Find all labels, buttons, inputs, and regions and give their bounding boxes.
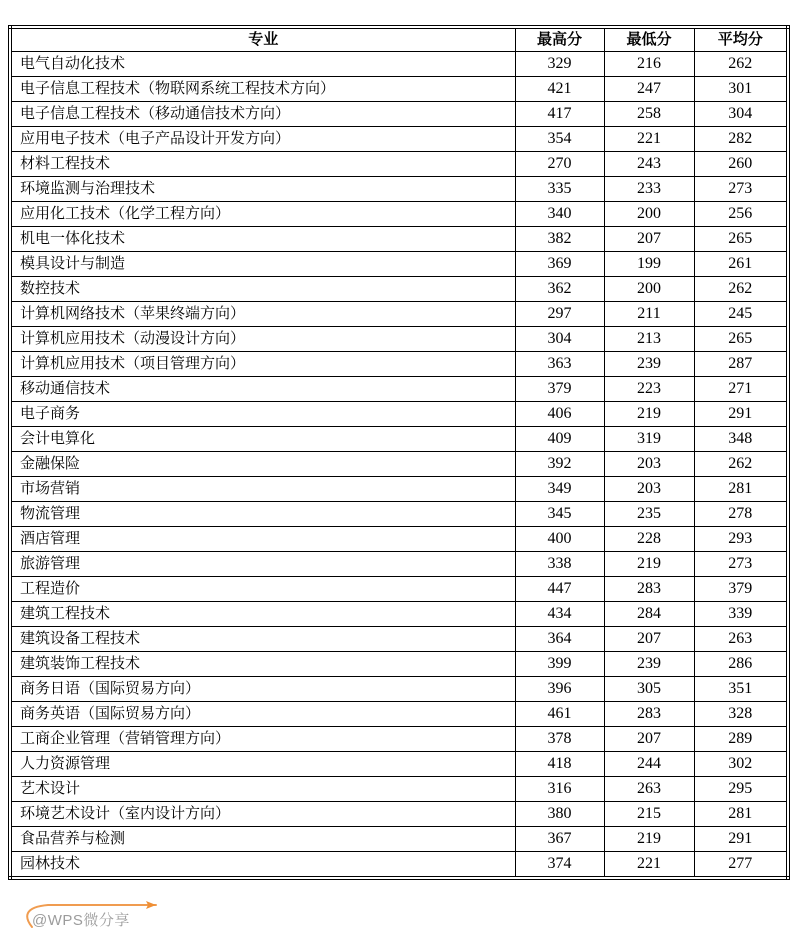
- min-score-cell: 283: [604, 577, 694, 602]
- max-score-cell: 392: [515, 452, 604, 477]
- min-score-cell: 263: [604, 777, 694, 802]
- avg-score-cell: 265: [694, 327, 788, 352]
- major-cell: 环境艺术设计（室内设计方向）: [10, 802, 515, 827]
- max-score-cell: 396: [515, 677, 604, 702]
- table-row: [10, 552, 788, 577]
- max-score-cell: 379: [515, 377, 604, 402]
- column-header-avg-score: 平均分: [694, 27, 788, 52]
- max-score-cell: 369: [515, 252, 604, 277]
- major-cell: 园林技术: [10, 852, 515, 879]
- table-row: [10, 627, 788, 652]
- min-score-cell: 258: [604, 102, 694, 127]
- table-row: [10, 177, 788, 202]
- min-score-cell: 244: [604, 752, 694, 777]
- avg-score-cell: 295: [694, 777, 788, 802]
- min-score-cell: 203: [604, 477, 694, 502]
- min-score-cell: 219: [604, 552, 694, 577]
- max-score-cell: 461: [515, 702, 604, 727]
- min-score-cell: 207: [604, 727, 694, 752]
- max-score-cell: 297: [515, 302, 604, 327]
- max-score-cell: 316: [515, 777, 604, 802]
- major-cell: 食品营养与检测: [10, 827, 515, 852]
- avg-score-cell: 348: [694, 427, 788, 452]
- avg-score-cell: 289: [694, 727, 788, 752]
- min-score-cell: 219: [604, 402, 694, 427]
- major-cell: 工程造价: [10, 577, 515, 602]
- avg-score-cell: 304: [694, 102, 788, 127]
- major-cell: 工商企业管理（营销管理方向）: [10, 727, 515, 752]
- min-score-cell: 247: [604, 77, 694, 102]
- max-score-cell: 374: [515, 852, 604, 879]
- major-cell: 建筑装饰工程技术: [10, 652, 515, 677]
- avg-score-cell: 263: [694, 627, 788, 652]
- min-score-cell: 235: [604, 502, 694, 527]
- table-row: [10, 152, 788, 177]
- avg-score-cell: 277: [694, 852, 788, 879]
- min-score-cell: 305: [604, 677, 694, 702]
- min-score-cell: 319: [604, 427, 694, 452]
- table-row: [10, 402, 788, 427]
- min-score-cell: 221: [604, 127, 694, 152]
- major-cell: 电子商务: [10, 402, 515, 427]
- max-score-cell: 349: [515, 477, 604, 502]
- avg-score-cell: 291: [694, 402, 788, 427]
- major-cell: 移动通信技术: [10, 377, 515, 402]
- table-row: [10, 52, 788, 77]
- table-row: [10, 352, 788, 377]
- table-row: [10, 277, 788, 302]
- table-row: [10, 702, 788, 727]
- min-score-cell: 203: [604, 452, 694, 477]
- table-row: [10, 802, 788, 827]
- major-cell: 模具设计与制造: [10, 252, 515, 277]
- table-row: [10, 427, 788, 452]
- avg-score-cell: 282: [694, 127, 788, 152]
- avg-score-cell: 271: [694, 377, 788, 402]
- max-score-cell: 417: [515, 102, 604, 127]
- avg-score-cell: 291: [694, 827, 788, 852]
- avg-score-cell: 262: [694, 277, 788, 302]
- table-row: [10, 202, 788, 227]
- avg-score-cell: 265: [694, 227, 788, 252]
- max-score-cell: 304: [515, 327, 604, 352]
- avg-score-cell: 262: [694, 452, 788, 477]
- max-score-cell: 345: [515, 502, 604, 527]
- min-score-cell: 243: [604, 152, 694, 177]
- table-row: [10, 727, 788, 752]
- major-cell: 市场营销: [10, 477, 515, 502]
- avg-score-cell: 260: [694, 152, 788, 177]
- avg-score-cell: 273: [694, 552, 788, 577]
- avg-score-cell: 256: [694, 202, 788, 227]
- max-score-cell: 418: [515, 752, 604, 777]
- avg-score-cell: 328: [694, 702, 788, 727]
- table-row: [10, 302, 788, 327]
- avg-score-cell: 262: [694, 52, 788, 77]
- avg-score-cell: 281: [694, 802, 788, 827]
- max-score-cell: 399: [515, 652, 604, 677]
- avg-score-cell: 286: [694, 652, 788, 677]
- max-score-cell: 406: [515, 402, 604, 427]
- major-cell: 金融保险: [10, 452, 515, 477]
- table-row: [10, 477, 788, 502]
- major-cell: 计算机应用技术（动漫设计方向）: [10, 327, 515, 352]
- min-score-cell: 219: [604, 827, 694, 852]
- min-score-cell: 233: [604, 177, 694, 202]
- major-cell: 数控技术: [10, 277, 515, 302]
- major-cell: 计算机网络技术（苹果终端方向）: [10, 302, 515, 327]
- watermark-text: @WPS微分享: [32, 912, 130, 929]
- table-row: [10, 127, 788, 152]
- major-cell: 材料工程技术: [10, 152, 515, 177]
- major-cell: 电气自动化技术: [10, 52, 515, 77]
- max-score-cell: 409: [515, 427, 604, 452]
- major-cell: 建筑工程技术: [10, 602, 515, 627]
- min-score-cell: 213: [604, 327, 694, 352]
- min-score-cell: 223: [604, 377, 694, 402]
- max-score-cell: 338: [515, 552, 604, 577]
- column-header-min-score: 最低分: [604, 27, 694, 52]
- column-header-major: 专业: [10, 27, 515, 52]
- min-score-cell: 239: [604, 652, 694, 677]
- table-row: [10, 602, 788, 627]
- avg-score-cell: 273: [694, 177, 788, 202]
- avg-score-cell: 287: [694, 352, 788, 377]
- avg-score-cell: 261: [694, 252, 788, 277]
- min-score-cell: 207: [604, 627, 694, 652]
- max-score-cell: 421: [515, 77, 604, 102]
- wps-watermark: [26, 901, 176, 931]
- avg-score-cell: 351: [694, 677, 788, 702]
- major-cell: 艺术设计: [10, 777, 515, 802]
- max-score-cell: 362: [515, 277, 604, 302]
- major-cell: 商务英语（国际贸易方向）: [10, 702, 515, 727]
- table-row: [10, 827, 788, 852]
- avg-score-cell: 281: [694, 477, 788, 502]
- table-row: [10, 77, 788, 102]
- table-row: [10, 677, 788, 702]
- major-cell: 计算机应用技术（项目管理方向）: [10, 352, 515, 377]
- score-table-body: [10, 52, 788, 879]
- avg-score-cell: 245: [694, 302, 788, 327]
- min-score-cell: 221: [604, 852, 694, 879]
- major-cell: 机电一体化技术: [10, 227, 515, 252]
- min-score-cell: 216: [604, 52, 694, 77]
- avg-score-cell: 339: [694, 602, 788, 627]
- avg-score-cell: 278: [694, 502, 788, 527]
- major-cell: 电子信息工程技术（移动通信技术方向）: [10, 102, 515, 127]
- max-score-cell: 335: [515, 177, 604, 202]
- admission-scores-table: [8, 25, 790, 880]
- min-score-cell: 200: [604, 277, 694, 302]
- table-row: [10, 377, 788, 402]
- major-cell: 应用电子技术（电子产品设计开发方向）: [10, 127, 515, 152]
- table-row: [10, 252, 788, 277]
- min-score-cell: 284: [604, 602, 694, 627]
- max-score-cell: 329: [515, 52, 604, 77]
- max-score-cell: 354: [515, 127, 604, 152]
- table-row: [10, 752, 788, 777]
- major-cell: 环境监测与治理技术: [10, 177, 515, 202]
- table-row: [10, 652, 788, 677]
- max-score-cell: 270: [515, 152, 604, 177]
- min-score-cell: 283: [604, 702, 694, 727]
- table-row: [10, 777, 788, 802]
- min-score-cell: 207: [604, 227, 694, 252]
- column-header-max-score: 最高分: [515, 27, 604, 52]
- min-score-cell: 239: [604, 352, 694, 377]
- max-score-cell: 363: [515, 352, 604, 377]
- table-row: [10, 327, 788, 352]
- max-score-cell: 364: [515, 627, 604, 652]
- major-cell: 商务日语（国际贸易方向）: [10, 677, 515, 702]
- min-score-cell: 211: [604, 302, 694, 327]
- major-cell: 电子信息工程技术（物联网系统工程技术方向）: [10, 77, 515, 102]
- max-score-cell: 447: [515, 577, 604, 602]
- table-row: [10, 452, 788, 477]
- major-cell: 物流管理: [10, 502, 515, 527]
- min-score-cell: 200: [604, 202, 694, 227]
- table-row: [10, 577, 788, 602]
- max-score-cell: 400: [515, 527, 604, 552]
- major-cell: 建筑设备工程技术: [10, 627, 515, 652]
- min-score-cell: 199: [604, 252, 694, 277]
- major-cell: 会计电算化: [10, 427, 515, 452]
- major-cell: 酒店管理: [10, 527, 515, 552]
- avg-score-cell: 293: [694, 527, 788, 552]
- table-header-row: [10, 27, 788, 52]
- major-cell: 人力资源管理: [10, 752, 515, 777]
- avg-score-cell: 301: [694, 77, 788, 102]
- table-row: [10, 227, 788, 252]
- min-score-cell: 215: [604, 802, 694, 827]
- max-score-cell: 434: [515, 602, 604, 627]
- max-score-cell: 382: [515, 227, 604, 252]
- avg-score-cell: 379: [694, 577, 788, 602]
- max-score-cell: 340: [515, 202, 604, 227]
- major-cell: 旅游管理: [10, 552, 515, 577]
- table-row: [10, 102, 788, 127]
- table-row: [10, 502, 788, 527]
- max-score-cell: 367: [515, 827, 604, 852]
- avg-score-cell: 302: [694, 752, 788, 777]
- major-cell: 应用化工技术（化学工程方向）: [10, 202, 515, 227]
- max-score-cell: 378: [515, 727, 604, 752]
- table-row: [10, 527, 788, 552]
- max-score-cell: 380: [515, 802, 604, 827]
- table-row: [10, 852, 788, 879]
- min-score-cell: 228: [604, 527, 694, 552]
